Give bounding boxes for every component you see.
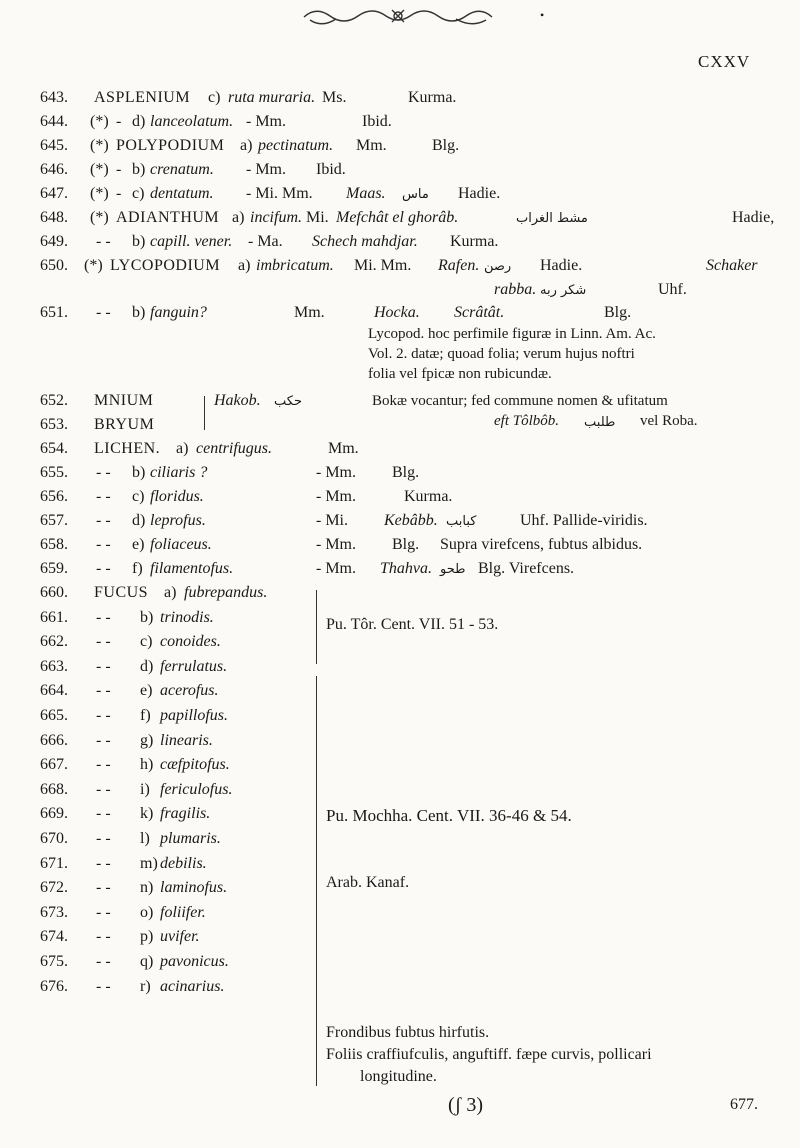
brace: [316, 590, 317, 664]
species-epithet: plumaris.: [160, 830, 221, 847]
source-code: - Mm.: [316, 536, 356, 553]
species-letter: r): [140, 978, 151, 995]
arabic-name: شكر ربه: [540, 283, 587, 298]
arabic-name-latin: Schech mahdjar.: [312, 233, 418, 250]
entry-number: 676.: [40, 978, 68, 995]
genus-name: ADIANTHUM: [116, 209, 220, 226]
fucus-group-note: Arab. Kanaf.: [326, 874, 410, 891]
asterisk-marker: (*): [90, 185, 109, 202]
ditto-dash: - -: [96, 732, 111, 749]
species-letter: i): [140, 781, 150, 798]
brace: [316, 676, 317, 1086]
ditto-dash: - -: [96, 658, 111, 675]
arabic-name-latin: Rafen.: [438, 257, 480, 274]
ditto-dash: - -: [96, 953, 111, 970]
species-letter: a): [164, 584, 177, 601]
ditto-dash: - -: [96, 928, 111, 945]
ditto-dash: - -: [96, 682, 111, 699]
arabic-name: طلبب: [584, 415, 616, 430]
source-code: - Mm.: [246, 161, 286, 178]
entry-number: 651.: [40, 304, 68, 321]
entry-number: 653.: [40, 416, 68, 433]
locality: Blg.: [392, 536, 420, 553]
species-letter: b): [132, 161, 146, 178]
ditto-dash: - -: [96, 609, 111, 626]
species-letter: b): [132, 304, 146, 321]
ditto-dash: -: [116, 185, 122, 202]
source-code: Mi.: [306, 209, 329, 226]
asterisk-marker: (*): [84, 257, 103, 274]
species-letter: c): [132, 185, 145, 202]
species-letter: d): [132, 113, 146, 130]
note-line: folia vel fpicæ non rubicundæ.: [368, 366, 552, 382]
genus-name: MNIUM: [94, 392, 154, 409]
species-epithet: crenatum.: [150, 161, 214, 178]
entry-number: 665.: [40, 707, 68, 724]
arabic-name-latin: Mefchât el ghorâb.: [336, 209, 459, 226]
entry-number: 668.: [40, 781, 68, 798]
locality: Hadie.: [458, 185, 501, 202]
species-letter: c): [208, 89, 221, 106]
species-letter: a): [240, 137, 253, 154]
entry-number: 673.: [40, 904, 68, 921]
species-epithet: incifum.: [250, 209, 302, 226]
species-epithet: ruta muraria.: [228, 89, 316, 106]
locality: Kurma.: [408, 89, 457, 106]
locality: Blg.: [392, 464, 420, 481]
species-epithet: uvifer.: [160, 928, 200, 945]
species-letter: c): [140, 633, 153, 650]
entry-number: 662.: [40, 633, 68, 650]
species-epithet: fericulofus.: [160, 781, 233, 798]
species-epithet: papillofus.: [160, 707, 229, 724]
entry-number: 648.: [40, 209, 68, 226]
species-epithet: cæfpitofus.: [160, 756, 230, 773]
arabic-name-latin: Schaker: [706, 257, 758, 274]
entry-number: 663.: [40, 658, 68, 675]
asterisk-marker: (*): [90, 161, 109, 178]
species-letter: b): [132, 464, 146, 481]
species-epithet: dentatum.: [150, 185, 214, 202]
species-epithet: fragilis.: [160, 805, 211, 822]
species-letter: n): [140, 879, 154, 896]
entry-number: 657.: [40, 512, 68, 529]
note-line: eft Tôlbôb.: [494, 413, 560, 429]
arabic-name: حكب: [274, 394, 302, 409]
entry-number: 660.: [40, 584, 68, 601]
locality: Kurma.: [404, 488, 453, 505]
species-letter: a): [176, 440, 189, 457]
species-letter: d): [140, 658, 154, 675]
entry-number: 643.: [40, 89, 68, 106]
arabic-name: ماس: [402, 187, 429, 202]
ditto-dash: - -: [96, 233, 111, 250]
species-epithet: ciliaris ?: [150, 464, 208, 481]
species-letter: q): [140, 953, 154, 970]
ditto-dash: - -: [96, 756, 111, 773]
species-epithet: ferrulatus.: [160, 658, 228, 675]
arabic-name: رصن: [484, 259, 512, 274]
asterisk-marker: (*): [90, 113, 109, 130]
genus-name: LICHEN.: [94, 440, 161, 457]
species-epithet: floridus.: [150, 488, 204, 505]
species-epithet: imbricatum.: [256, 257, 334, 274]
source-code: Mi. Mm.: [354, 257, 412, 274]
species-letter: p): [140, 928, 154, 945]
species-epithet: leprofus.: [150, 512, 206, 529]
species-letter: a): [232, 209, 245, 226]
header-dot: •: [540, 8, 545, 22]
ditto-dash: -: [116, 113, 122, 130]
entry-number: 645.: [40, 137, 68, 154]
ditto-dash: - -: [96, 978, 111, 995]
ditto-dash: - -: [96, 560, 111, 577]
species-epithet: acinarius.: [160, 978, 225, 995]
entry-number: 675.: [40, 953, 68, 970]
locality: Blg.: [432, 137, 460, 154]
species-epithet: filamentofus.: [150, 560, 234, 577]
entry-number: 667.: [40, 756, 68, 773]
source-code: - Mm.: [316, 488, 356, 505]
entry-number: 656.: [40, 488, 68, 505]
arabic-name-latin-alt: Scrâtât.: [454, 304, 505, 321]
entry-number: 666.: [40, 732, 68, 749]
species-letter: f): [140, 707, 151, 724]
entry-number: 650.: [40, 257, 68, 274]
locality: Ibid.: [362, 113, 392, 130]
species-epithet: pavonicus.: [160, 953, 229, 970]
species-epithet: fanguin?: [150, 304, 207, 321]
species-letter: a): [238, 257, 251, 274]
genus-name: LYCOPODIUM: [110, 257, 221, 274]
entry-number: 644.: [40, 113, 68, 130]
species-letter: b): [132, 233, 146, 250]
species-letter: c): [132, 488, 145, 505]
species-epithet: laminofus.: [160, 879, 228, 896]
source-code: - Ma.: [248, 233, 283, 250]
ditto-dash: -: [116, 161, 122, 178]
source-code: - Mm.: [316, 464, 356, 481]
entry-number: 658.: [40, 536, 68, 553]
species-letter: k): [140, 805, 154, 822]
entry-number: 649.: [40, 233, 68, 250]
note-line: vel Roba.: [640, 413, 698, 429]
species-epithet: linearis.: [160, 732, 213, 749]
source-code: - Mm.: [246, 113, 286, 130]
species-epithet: pectinatum.: [258, 137, 334, 154]
arabic-name: طحو: [440, 562, 466, 577]
species-epithet: foliaceus.: [150, 536, 212, 553]
entry-number: 672.: [40, 879, 68, 896]
species-epithet: capill. vener.: [150, 233, 233, 250]
entry-number: 670.: [40, 830, 68, 847]
fucus-group-note: longitudine.: [360, 1068, 437, 1085]
arabic-name-latin: Maas.: [346, 185, 386, 202]
fucus-group-note: Foliis craffiufculis, anguftiff. fæpe curvis, pollicari: [326, 1046, 652, 1063]
note-line: Vol. 2. datæ; quoad folia; verum hujus noftri: [368, 346, 635, 362]
genus-name: POLYPODIUM: [116, 137, 225, 154]
species-letter: e): [132, 536, 145, 553]
entry-number: 659.: [40, 560, 68, 577]
asterisk-marker: (*): [90, 137, 109, 154]
arabic-name-latin: Thahva.: [380, 560, 432, 577]
entry-number: 674.: [40, 928, 68, 945]
arabic-name: مشط الغراب: [516, 211, 588, 226]
arabic-name-latin: Hocka.: [374, 304, 420, 321]
arabic-name-latin: rabba.: [494, 281, 537, 298]
species-letter: m): [140, 855, 158, 872]
fucus-group-note: Pu. Mochha. Cent. VII. 36-46 & 54.: [326, 806, 572, 825]
species-epithet: acerofus.: [160, 682, 219, 699]
ditto-dash: - -: [96, 805, 111, 822]
species-letter: d): [132, 512, 146, 529]
ditto-dash: - -: [96, 707, 111, 724]
fucus-group-note: Frondibus fubtus hirfutis.: [326, 1024, 490, 1041]
ditto-dash: - -: [96, 879, 111, 896]
locality: Blg.: [604, 304, 632, 321]
ditto-dash: - -: [96, 304, 111, 321]
species-letter: g): [140, 732, 154, 749]
species-epithet: foliifer.: [160, 904, 206, 921]
ditto-dash: - -: [96, 855, 111, 872]
species-epithet: debilis.: [160, 855, 207, 872]
arabic-name-latin: Hakob.: [214, 392, 261, 409]
locality: Uhf.: [658, 281, 687, 298]
species-letter: o): [140, 904, 154, 921]
species-epithet: fubrepandus.: [184, 584, 268, 601]
asterisk-marker: (*): [90, 209, 109, 226]
entry-number: 664.: [40, 682, 68, 699]
arabic-name: كبابب: [446, 514, 477, 529]
species-epithet: trinodis.: [160, 609, 214, 626]
arabic-name-latin: Kebâbb.: [384, 512, 438, 529]
species-epithet: centrifugus.: [196, 440, 272, 457]
entry-number: 661.: [40, 609, 68, 626]
genus-name: ASPLENIUM: [94, 89, 191, 106]
source-code: Ms.: [322, 89, 347, 106]
source-code: - Mi. Mm.: [246, 185, 313, 202]
entry-number: 655.: [40, 464, 68, 481]
entry-number: 652.: [40, 392, 68, 409]
source-code: Mm.: [328, 440, 359, 457]
locality: Hadie,: [732, 209, 775, 226]
species-epithet: conoides.: [160, 633, 221, 650]
signature-mark: (ʃ 3): [448, 1094, 483, 1116]
locality: Ibid.: [316, 161, 346, 178]
catchword: 677.: [730, 1096, 758, 1113]
entry-number: 647.: [40, 185, 68, 202]
source-code: Mm.: [294, 304, 325, 321]
entry-number: 671.: [40, 855, 68, 872]
species-letter: l): [140, 830, 150, 847]
entry-number: 669.: [40, 805, 68, 822]
species-letter: f): [132, 560, 143, 577]
ditto-dash: - -: [96, 633, 111, 650]
header-ornament: [296, 4, 500, 30]
note-line: Bokæ vocantur; fed commune nomen & ufitatum: [372, 393, 668, 409]
genus-name: BRYUM: [94, 416, 155, 433]
brace: [200, 396, 205, 430]
source-code: Mm.: [356, 137, 387, 154]
entry-number: 654.: [40, 440, 68, 457]
locality: Hadie.: [540, 257, 583, 274]
locality: Kurma.: [450, 233, 499, 250]
ditto-dash: - -: [96, 464, 111, 481]
species-letter: e): [140, 682, 153, 699]
note-line: Lycopod. hoc perfimile figuræ in Linn. Am. Ac.: [368, 326, 656, 342]
locality-note: Blg. Virefcens.: [478, 560, 575, 577]
page-number: CXXV: [698, 52, 751, 71]
species-letter: h): [140, 756, 154, 773]
source-code: - Mi.: [316, 512, 348, 529]
species-letter: b): [140, 609, 154, 626]
locality-note: Uhf. Pallide-viridis.: [520, 512, 648, 529]
fucus-group-note: Pu. Tôr. Cent. VII. 51 - 53.: [326, 616, 499, 633]
ditto-dash: - -: [96, 536, 111, 553]
ditto-dash: - -: [96, 488, 111, 505]
entry-number: 646.: [40, 161, 68, 178]
ditto-dash: - -: [96, 512, 111, 529]
ditto-dash: - -: [96, 830, 111, 847]
locality-note: Supra virefcens, fubtus albidus.: [440, 536, 643, 553]
ditto-dash: - -: [96, 781, 111, 798]
source-code: - Mm.: [316, 560, 356, 577]
ditto-dash: - -: [96, 904, 111, 921]
genus-name: FUCUS: [94, 584, 149, 601]
species-epithet: lanceolatum.: [150, 113, 234, 130]
